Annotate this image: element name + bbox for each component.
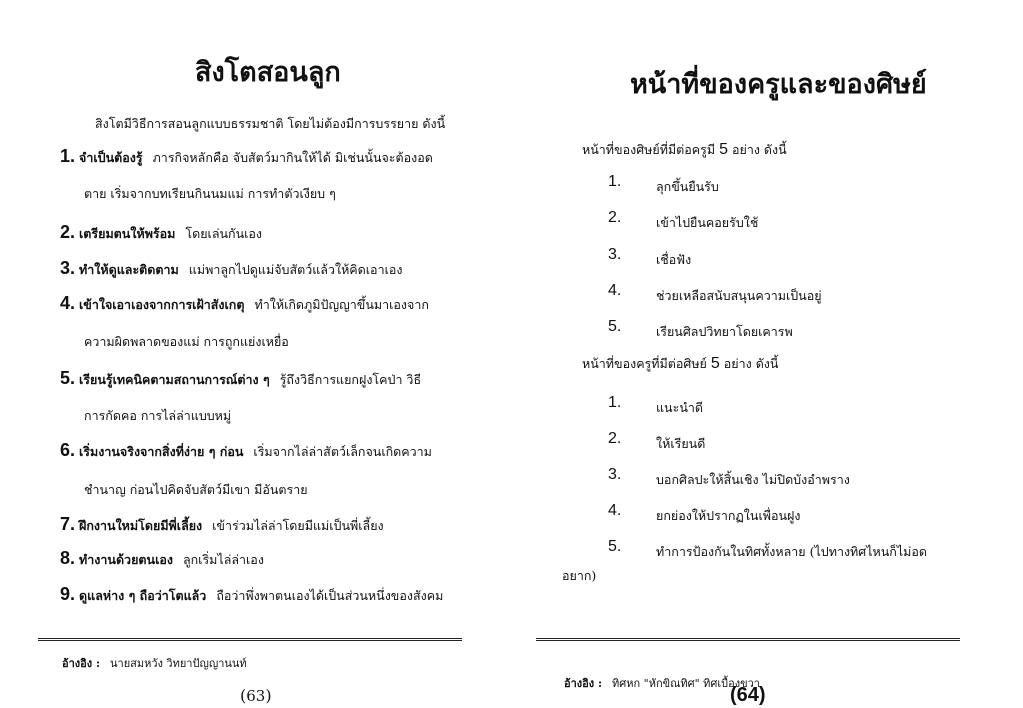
reference-text: นายสมหวัง วิทยาปัญญานนท์ — [110, 657, 247, 670]
duty-number: 3. — [608, 246, 622, 263]
page-number: (64) — [730, 684, 766, 706]
page-title: หน้าที่ของครูและของศิษย์ — [630, 69, 927, 100]
item-number: 8. — [60, 548, 76, 568]
reference-text: ทิศหก "หักขิณทิศ" ทิศเบื้องขวา — [612, 677, 760, 690]
duty-number: 1. — [608, 173, 622, 190]
list-item — [60, 584, 443, 606]
duty-text: เข้าไปยืนคอยรับใช้ — [656, 215, 759, 230]
item-text: เริ่มจากไล่ล่าสัตว์เล็กจนเกิดความ — [253, 444, 432, 459]
reference-label: อ้างอิง : — [564, 677, 603, 690]
teachers-count: 5 — [710, 355, 720, 372]
item-number: 3. — [60, 258, 76, 278]
item-continuation: ตาย เริ่มจากบทเรียนกินนมแม่ การทำตัวเงียบ ๆ — [84, 186, 336, 201]
item-continuation: ความผิดพลาดของแม่ การถูกแย่งเหยื่อ — [84, 334, 289, 349]
item-text: ทำให้เกิดภูมิปัญญาขึ้นมาเองจาก — [254, 297, 429, 312]
duty-continuation: อยาก) — [562, 568, 597, 583]
list-item — [60, 222, 262, 244]
item-heading: จำเป็นต้องรู้ — [79, 150, 143, 165]
teachers-intro: หน้าที่ของครูที่มีต่อศิษย์ 5 อย่าง ดังนี้ — [582, 355, 779, 372]
list-item — [60, 368, 421, 390]
item-number: 5. — [60, 368, 76, 388]
students-intro: หน้าที่ของศิษย์ที่มีต่อครูมี 5 อย่าง ดังนี้ — [582, 141, 787, 158]
duty-text: บอกศิลปะให้สิ้นเชิง ไม่ปิดบังอำพราง — [656, 472, 850, 487]
duty-text: ทำการป้องกันในทิศทั้งหลาย (ไปทางทิศไหนก็ไม่อด — [656, 544, 928, 559]
students-count: 5 — [719, 141, 729, 158]
duty-number: 1. — [608, 394, 622, 411]
item-heading: เตรียมตนให้พร้อม — [79, 226, 176, 241]
reference-label: อ้างอิง : — [62, 657, 101, 670]
list-item — [60, 293, 429, 315]
duty-text: ให้เรียนดี — [656, 436, 706, 451]
item-number: 2. — [60, 222, 76, 242]
item-text: แม่พาลูกไปดูแม่จับสัตว์แล้วให้คิดเอาเอง — [188, 262, 403, 277]
item-number: 6. — [60, 440, 76, 460]
footer-divider — [536, 638, 960, 644]
duty-text: ลุกขึ้นยืนรับ — [656, 179, 719, 194]
duty-text: ยกย่องให้ปรากฏในเพื่อนฝูง — [656, 508, 801, 523]
list-item — [60, 258, 402, 280]
duty-number: 4. — [608, 502, 622, 519]
item-text: รู้ถึงวิธีการแยกฝูงโคป่า วิธี — [279, 372, 422, 387]
list-item — [60, 514, 384, 536]
item-heading: เข้าใจเอาเองจากการเฝ้าสังเกตุ — [79, 297, 245, 312]
duty-number: 2. — [608, 209, 622, 226]
item-continuation: ชำนาญ ก่อนไปคิดจับสัตว์มีเขา มีอันตราย — [84, 482, 308, 497]
duty-number: 3. — [608, 466, 622, 483]
item-number: 1. — [60, 146, 76, 166]
item-heading: เริ่มงานจริงจากสิ่งที่ง่าย ๆ ก่อน — [79, 444, 244, 459]
footer-divider — [38, 638, 462, 644]
list-item — [60, 440, 432, 462]
item-number: 7. — [60, 514, 76, 534]
item-heading: เรียนรู้เทคนิคตามสถานการณ์ต่าง ๆ — [79, 372, 270, 387]
page-title: สิงโตสอนลูก — [195, 57, 341, 88]
item-heading: ทำงานด้วยตนเอง — [79, 552, 173, 567]
duty-number: 5. — [608, 538, 622, 555]
item-number: 4. — [60, 293, 76, 313]
right-page — [512, 0, 1023, 708]
duty-number: 5. — [608, 318, 622, 335]
duty-number: 2. — [608, 430, 622, 447]
item-text: โดยเล่นกันเอง — [185, 226, 263, 241]
list-item — [60, 146, 433, 168]
reference — [62, 654, 247, 672]
item-continuation: การกัดคอ การไล่ล่าแบบหมู่ — [84, 408, 232, 423]
duty-text: เชื่อฟัง — [656, 252, 692, 267]
item-text: เข้าร่วมไล่ล่าโดยมีแม่เป็นพี่เลี้ยง — [212, 518, 384, 533]
item-text: ภารกิจหลักคือ จับสัตว์มากินให้ได้ มิเช่นนั้นจะต้องอด — [152, 150, 433, 165]
item-heading: ทำให้ดูและติดตาม — [79, 262, 179, 277]
item-text: ถือว่าพึ่งพาตนเองได้เป็นส่วนหนึ่งของสังคม — [216, 588, 444, 603]
duty-number: 4. — [608, 282, 622, 299]
duty-text: ช่วยเหลือสนับสนุนความเป็นอยู่ — [656, 288, 822, 303]
item-heading: ฝึกงานใหม่โดยมีพี่เลี้ยง — [79, 518, 203, 533]
duty-text: เรียนศิลปวิทยาโดยเคารพ — [656, 324, 793, 339]
duty-text: แนะนำดี — [656, 400, 703, 415]
item-text: ลูกเริ่มไล่ล่าเอง — [182, 552, 264, 567]
list-item — [60, 548, 264, 570]
item-heading: ดูแลห่าง ๆ ถือว่าโตแล้ว — [79, 588, 207, 603]
intro-text: สิงโตมีวิธีการสอนลูกแบบธรรมชาติ โดยไม่ต้องมีการบรรยาย ดังนี้ — [95, 116, 446, 131]
page-number: (63) — [240, 686, 272, 705]
item-number: 9. — [60, 584, 76, 604]
